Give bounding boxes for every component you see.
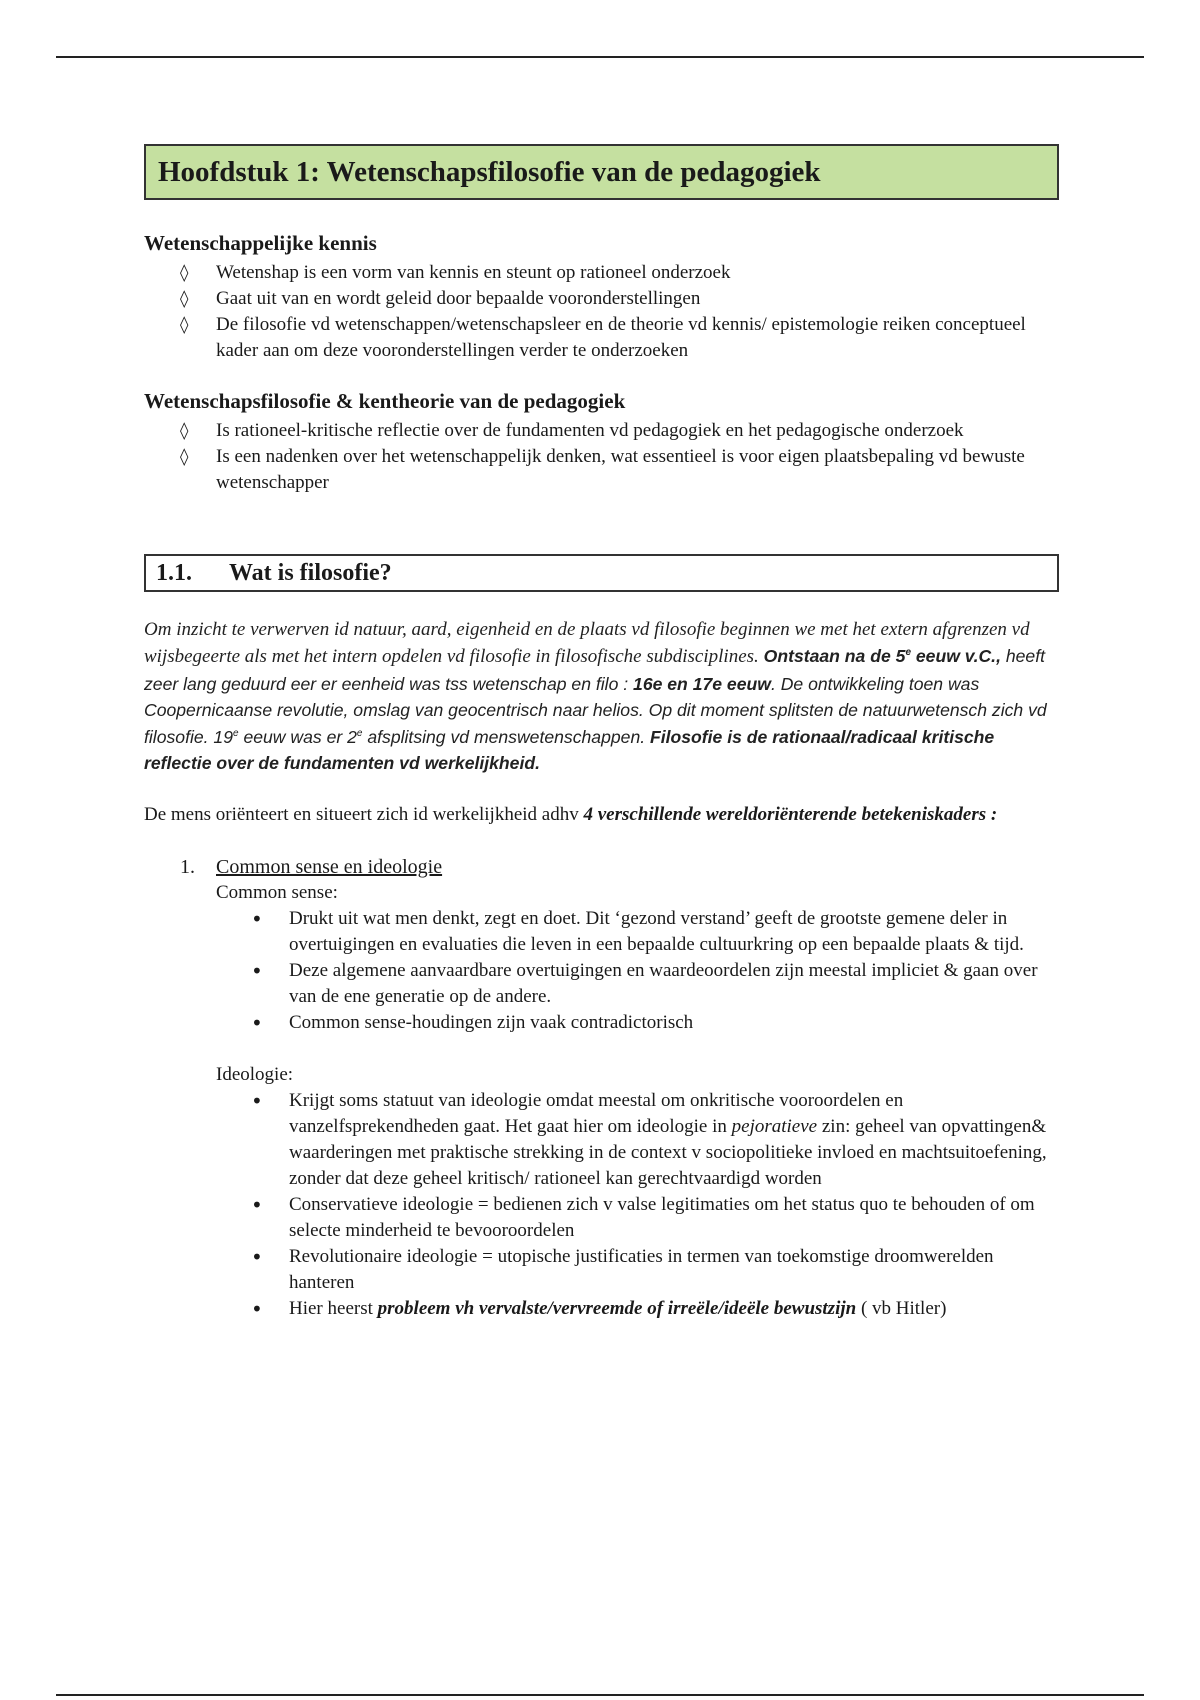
- para-text: De mens oriënteert en situeert zich id werkelijkheid adhv: [144, 804, 584, 826]
- intro-text: eeuw was er 2: [238, 726, 357, 747]
- list-item: • Conservatieve ideologie = bedienen zich v valse legitimaties om het status quo te behouden of om selecte minderheid te bevooroordelen: [289, 1192, 1059, 1244]
- item-title: Common sense en ideologie: [216, 856, 443, 879]
- footer-rule: [56, 1694, 1144, 1696]
- superscript: e: [356, 727, 363, 739]
- list-item: • Drukt uit wat men denkt, zegt en doet. Dit ‘gezond verstand’ geeft de grootste gemene deler in overtuigingen en evaluaties die leven in een bepaalde cultuurkring op een bepaalde plaats & tijd.: [289, 906, 1059, 958]
- list-ideologie: [144, 1088, 1059, 1322]
- numbered-item-1: [144, 854, 1059, 880]
- list-item: ◊ Is een nadenken over het wetenschappelijk denken, wat essentieel is voor eigen plaatsbepaling vd bewuste wetenschapper: [216, 444, 1059, 496]
- list-filosofie: [144, 418, 1059, 496]
- item-text: zin: geheel van opvattingen& waarderingen met praktische strekking in de context v sociopolitieke invloed en machtsuitoefening, zonder dat deze geheel kritisch/ rationeel kan gerechtvaardigd worden: [289, 1116, 1047, 1190]
- superscript: e: [233, 727, 239, 739]
- heading-wetenschappelijke-kennis: Wetenschappelijke kennis: [144, 231, 377, 255]
- superscript: e: [905, 647, 911, 659]
- list-item: [289, 1296, 1059, 1322]
- common-sense-label: Common sense:: [216, 882, 338, 904]
- chapter-title: [144, 144, 1059, 200]
- item-text: Hier heerst: [289, 1298, 378, 1320]
- intro-text: . De ontwikkeling toen was Coopernicaanse revolutie, omslag van geocentrisch naar helios. Op dit moment splitsten de natuurwetensch zich vd filosofie. 19: [144, 673, 1047, 747]
- intro-emphasis: 16e en 17e eeuw: [633, 673, 771, 694]
- para-emphasis: 4 verschillende wereldoriënterende betekeniskaders :: [583, 804, 998, 826]
- chapter-title-text: Hoofdstuk 1: Wetenschapsfilosofie van de pedagogiek: [158, 155, 821, 188]
- item-italic: pejoratieve: [731, 1116, 818, 1138]
- list-item: ◊ De filosofie vd wetenschappen/wetenschapsleer en de theorie vd kennis/ epistemologie reiken conceptueel kader aan om deze vooronderstellingen verder te onderzoeken: [216, 312, 1059, 364]
- list-item: • Revolutionaire ideologie = utopische justificaties in termen van toekomstige droomwerelden hanteren: [289, 1244, 1059, 1296]
- document-page: [144, 144, 1059, 1322]
- item-text: Krijgt soms statuut van ideologie omdat meestal om onkritische vooroordelen en vanzelfsprekendheden gaat. Het gaat hier om ideologie in: [289, 1090, 904, 1138]
- section-number: 1.1.: [156, 559, 192, 586]
- intro-sentence: Om inzicht te verwerven id natuur, aard, eigenheid en de plaats vd filosofie beginnen we met het extern afgrenzen vd wijsbegeerte als met het intern opdelen vd filosofie in filosofische subdisciplines.: [144, 619, 1030, 668]
- heading-wetenschapsfilosofie: Wetenschapsfilosofie & kentheorie van de pedagogiek: [144, 389, 626, 413]
- list-common-sense: [144, 906, 1059, 1036]
- section-title: Wat is filosofie?: [229, 559, 392, 586]
- section-heading-1-1: [144, 554, 1059, 592]
- item-text: ( vb Hitler): [856, 1298, 947, 1320]
- list-item: [289, 1088, 1059, 1192]
- item-emphasis: probleem vh vervalste/vervreemde of irreële/ideële bewustzijn: [377, 1298, 857, 1320]
- intro-emphasis: Ontstaan na de 5: [763, 646, 906, 667]
- list-kennis: [144, 260, 1059, 364]
- list-item: • Common sense-houdingen zijn vaak contradictorisch: [289, 1010, 1059, 1036]
- header-rule: [56, 56, 1144, 58]
- list-item: ◊ Wetenshap is een vorm van kennis en steunt op rationeel onderzoek: [216, 260, 1059, 286]
- list-item: • Deze algemene aanvaardbare overtuigingen en waardeoordelen zijn meestal impliciet & gaan over van de ene generatie op de andere.: [289, 958, 1059, 1010]
- item-number: 1.: [180, 856, 195, 879]
- list-item: ◊ Gaat uit van en wordt geleid door bepaalde vooronderstellingen: [216, 286, 1059, 312]
- list-item: ◊ Is rationeel-kritische reflectie over de fundamenten vd pedagogiek en het pedagogische onderzoek: [216, 418, 1059, 444]
- intro-text: afsplitsing vd menswetenschappen.: [362, 726, 650, 747]
- intro-emphasis: eeuw v.C.,: [911, 646, 1001, 667]
- ideologie-label: Ideologie:: [216, 1064, 294, 1086]
- intro-text: heeft zeer lang geduurd eer er eenheid was tss wetenschap en filo :: [144, 646, 1045, 694]
- intro-paragraph: [144, 616, 1059, 776]
- kaders-paragraph: [144, 802, 1059, 828]
- intro-emphasis: Filosofie is de rationaal/radicaal kritische reflectie over de fundamenten vd werkelijkheid.: [144, 726, 995, 774]
